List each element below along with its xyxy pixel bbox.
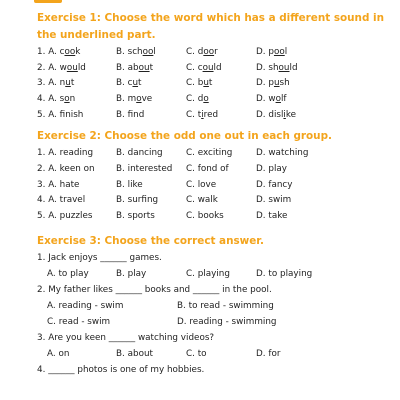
word-suffix: ld	[77, 62, 86, 73]
option-c[interactable]	[186, 63, 256, 73]
exercise-2	[37, 128, 397, 223]
option-b[interactable]: B. dancing	[116, 148, 163, 159]
word-prefix: 2. A. w	[37, 62, 67, 73]
option-b[interactable]: B. interested	[116, 163, 173, 174]
option-c[interactable]: C. to	[186, 348, 207, 359]
option-c[interactable]: C. exciting	[186, 148, 233, 159]
underlined-part: o	[275, 93, 281, 104]
question-1-options	[37, 266, 397, 282]
option-d[interactable]	[256, 110, 336, 120]
option-b[interactable]	[116, 63, 186, 73]
worksheet	[37, 10, 397, 378]
word-prefix: C. d	[186, 93, 204, 104]
option-a[interactable]	[37, 110, 116, 120]
option-b[interactable]: B. about	[116, 348, 154, 359]
word-suffix: l	[284, 46, 288, 57]
underlined-part: i	[283, 109, 286, 120]
question-2: 2. My father likes ______ books and ______ in the pool.	[37, 284, 272, 295]
exercise-2-row	[37, 145, 397, 161]
option-d[interactable]: D. take	[256, 211, 288, 222]
word-suffix: ld	[213, 62, 222, 73]
word-suffix: nd	[133, 109, 145, 120]
exercise-1-row	[37, 91, 397, 107]
word-prefix: C. d	[186, 46, 204, 57]
option-a[interactable]	[37, 47, 116, 57]
word-suffix: k	[75, 46, 81, 57]
option-d[interactable]: D. for	[256, 348, 281, 359]
underlined-part: oo	[64, 46, 76, 57]
option-a[interactable]	[37, 78, 116, 88]
option-d[interactable]	[256, 47, 336, 57]
word-prefix: D. w	[256, 93, 276, 104]
word-prefix: D. sh	[256, 62, 279, 73]
exercise-1-title: Exercise 1: Choose the word which has a different sound in the underlined part.	[37, 12, 384, 41]
exercise-1	[37, 10, 397, 122]
exercise-2-row	[37, 193, 397, 209]
question-1: 1. Jack enjoys ______ games.	[37, 252, 162, 263]
word-prefix: 5. A. f	[37, 109, 66, 120]
exercise-2-row	[37, 161, 397, 177]
option-b[interactable]	[116, 94, 186, 104]
option-b[interactable]	[116, 47, 186, 57]
header-accent-bar	[34, 0, 62, 3]
underlined-part: oo	[203, 46, 215, 57]
word-prefix: C. b	[186, 78, 204, 89]
option-d[interactable]	[256, 63, 336, 73]
word-prefix: B. ab	[116, 62, 139, 73]
option-a[interactable]	[37, 94, 116, 104]
underlined-part: u	[273, 78, 280, 89]
question-2-options-row-1	[37, 298, 397, 314]
word-prefix: D. p	[256, 46, 274, 57]
exercise-2-rows	[37, 145, 397, 223]
option-b[interactable]: B. surfing	[116, 195, 159, 206]
underlined-part: oo	[142, 46, 154, 57]
word-suffix: n	[69, 93, 76, 104]
exercise-1-row	[37, 44, 397, 60]
underlined-part: u	[132, 78, 139, 89]
exercise-1-row	[37, 75, 397, 91]
underlined-part: u	[203, 78, 209, 89]
word-prefix: B. sch	[116, 46, 143, 57]
option-a[interactable]: 2. A. keen on	[37, 163, 95, 174]
option-d[interactable]: D. watching	[256, 148, 309, 159]
option-c[interactable]: C. books	[186, 211, 224, 222]
option-c[interactable]	[186, 110, 256, 120]
option-a[interactable]: A. on	[47, 348, 70, 359]
option-c[interactable]	[186, 47, 256, 57]
underlined-part: o	[136, 93, 142, 104]
exercise-2-row	[37, 177, 397, 193]
exercise-2-row	[37, 208, 397, 224]
underlined-part: o	[64, 93, 70, 104]
exercise-1-row	[37, 107, 397, 123]
option-c[interactable]: C. read - swim	[47, 316, 111, 327]
option-d[interactable]: D. reading - swimming	[177, 316, 277, 327]
exercise-3	[37, 233, 397, 378]
option-d[interactable]	[256, 78, 336, 88]
question-2-options-row-2	[37, 314, 397, 330]
option-a[interactable]: 4. A. travel	[37, 195, 86, 206]
underlined-part: ou	[278, 62, 290, 73]
question-3: 3. Are you keen ______ watching videos?	[37, 332, 215, 343]
underlined-part: i	[201, 109, 204, 120]
option-a[interactable]: 1. A. reading	[37, 148, 94, 159]
word-suffix: red	[203, 109, 219, 120]
word-prefix: 4. A. s	[37, 93, 65, 104]
question-3-options	[37, 346, 397, 362]
option-c[interactable]: C. walk	[186, 195, 218, 206]
option-d[interactable]: D. play	[256, 163, 287, 174]
word-suffix: sh	[279, 78, 290, 89]
option-a[interactable]: 3. A. hate	[37, 179, 80, 190]
option-c[interactable]	[186, 94, 256, 104]
option-d[interactable]	[256, 94, 336, 104]
option-c[interactable]: C. playing	[186, 268, 230, 279]
exercise-1-row	[37, 60, 397, 76]
underlined-part: o	[203, 93, 209, 104]
word-suffix: ld	[289, 62, 298, 73]
option-b[interactable]: B. play	[116, 268, 147, 279]
option-d[interactable]: D. swim	[256, 195, 292, 206]
option-b[interactable]	[116, 110, 186, 120]
word-suffix: t	[208, 78, 213, 89]
word-suffix: t	[149, 62, 154, 73]
option-c[interactable]	[186, 78, 256, 88]
option-b[interactable]	[116, 78, 186, 88]
exercise-1-rows	[37, 44, 397, 122]
option-a[interactable]: 5. A. puzzles	[37, 211, 93, 222]
word-prefix: B. f	[116, 109, 134, 120]
option-a[interactable]	[37, 63, 116, 73]
word-suffix: ke	[285, 109, 297, 120]
word-prefix: C. t	[186, 109, 202, 120]
word-suffix: lf	[280, 93, 287, 104]
option-b[interactable]: B. to read - swimming	[177, 300, 274, 311]
word-suffix: l	[153, 46, 156, 57]
word-prefix: 1. A. c	[37, 46, 65, 57]
word-suffix: nish	[65, 109, 84, 120]
word-prefix: 3. A. n	[37, 78, 66, 89]
exercise-2-title: Exercise 2: Choose the odd one out in each group.	[37, 130, 332, 143]
underlined-part: ou	[66, 62, 78, 73]
exercise-3-title: Exercise 3: Choose the correct answer.	[37, 234, 264, 247]
word-prefix: C. c	[186, 62, 203, 73]
word-prefix: B. c	[116, 78, 133, 89]
word-prefix: B. m	[116, 93, 137, 104]
word-suffix: ve	[141, 93, 153, 104]
word-prefix: D. disl	[256, 109, 284, 120]
word-suffix: t	[138, 78, 142, 89]
word-suffix: r	[214, 46, 218, 57]
option-d[interactable]: D. fancy	[256, 179, 293, 190]
option-d[interactable]: D. to playing	[256, 268, 313, 279]
option-c[interactable]: C. love	[186, 179, 217, 190]
underlined-part: u	[65, 78, 71, 89]
option-a[interactable]: A. to play	[47, 268, 89, 279]
underlined-part: ou	[202, 62, 214, 73]
option-c[interactable]: C. fond of	[186, 163, 229, 174]
question-4: 4. ______ photos is one of my hobbies.	[37, 364, 205, 375]
option-a[interactable]: A. reading - swim	[47, 300, 124, 311]
option-b[interactable]: B. like	[116, 179, 143, 190]
word-prefix: D. p	[256, 78, 274, 89]
underlined-part: oo	[273, 46, 285, 57]
underlined-part: ou	[138, 62, 150, 73]
word-suffix: t	[70, 78, 75, 89]
option-b[interactable]: B. sports	[116, 211, 155, 222]
